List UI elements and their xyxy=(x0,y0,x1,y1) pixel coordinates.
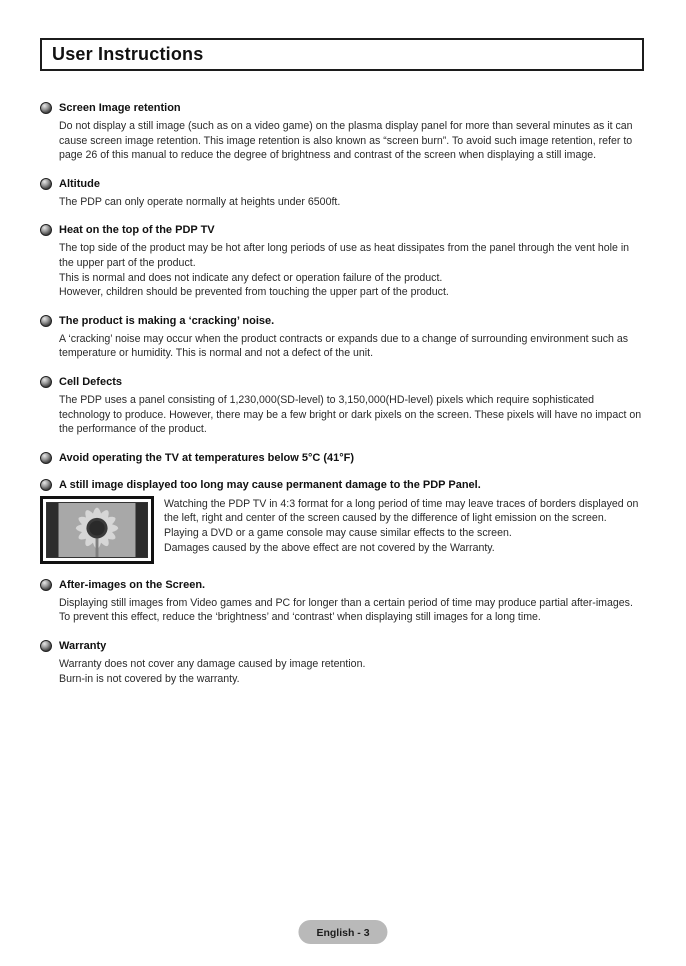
section-body xyxy=(59,393,646,437)
section-body xyxy=(59,119,646,163)
section-paragraph: Warranty does not cover any damage caused by image retention. xyxy=(59,657,366,670)
page-title: User Instructions xyxy=(52,44,204,64)
section-paragraph: The PDP can only operate normally at heights under 6500ft. xyxy=(59,195,341,208)
section-heading: Warranty xyxy=(59,639,107,652)
section-paragraph: Displaying still images from Video games and PC for longer than a certain period of time may produce partial after-images. xyxy=(59,596,633,609)
section-body xyxy=(59,241,646,299)
section-paragraph: Playing a DVD or a game console may cause similar effects to the screen. xyxy=(164,526,512,539)
section-paragraph: To prevent this effect, reduce the ‘brightness’ and ‘contrast’ when displaying still images for a long time. xyxy=(59,611,541,624)
sphere-bullet-icon xyxy=(40,178,52,190)
section-heading: The product is making a ‘cracking’ noise. xyxy=(59,314,275,327)
instructions-list xyxy=(40,102,646,701)
section-paragraph: Damages caused by the above effect are not covered by the Warranty. xyxy=(164,541,495,554)
instruction-section-2 xyxy=(40,224,646,299)
instruction-section-8 xyxy=(40,640,646,686)
section-body xyxy=(59,596,646,625)
instruction-section-7 xyxy=(40,579,646,625)
section-paragraph: A ‘cracking’ noise may occur when the product contracts or expands due to a change of surrounding environment such as temperature or humidity. This is normal and not a defect of the unit. xyxy=(59,332,629,360)
instruction-section-3 xyxy=(40,315,646,361)
section-body xyxy=(59,332,646,361)
sphere-bullet-icon xyxy=(40,579,52,591)
section-paragraph: Burn-in is not covered by the warranty. xyxy=(59,672,240,685)
section-heading: Heat on the top of the PDP TV xyxy=(59,224,215,237)
page-number-badge xyxy=(298,920,387,944)
instruction-section-5 xyxy=(40,452,646,464)
section-body xyxy=(59,195,646,210)
instruction-section-4 xyxy=(40,376,646,437)
sphere-bullet-icon xyxy=(40,224,52,236)
instruction-section-6 xyxy=(40,479,646,564)
page-number-label: English - 3 xyxy=(316,927,370,939)
page-title-box xyxy=(40,38,644,71)
tv-still-image-sunflower xyxy=(40,496,154,564)
instruction-section-0 xyxy=(40,102,646,163)
section-paragraph: The PDP uses a panel consisting of 1,230,000(SD-level) to 3,150,000(HD-level) pixels which require sophisticated technology to produce. However, there may be a few bright or dark pixels on the screen. These pixels will have no impact on the performance of the product. xyxy=(59,393,642,436)
section-heading: After-images on the Screen. xyxy=(59,578,206,591)
section-heading: Cell Defects xyxy=(59,375,122,388)
section-heading: Avoid operating the TV at temperatures below 5°C (41°F) xyxy=(59,451,355,464)
instruction-section-1 xyxy=(40,178,646,210)
section-heading: Altitude xyxy=(59,177,100,190)
image-side-text xyxy=(164,496,646,555)
section-paragraph: The top side of the product may be hot after long periods of use as heat dissipates from the panel through the vent hole in the upper part of the product. xyxy=(59,242,630,269)
section-body xyxy=(59,657,646,686)
sphere-bullet-icon xyxy=(40,315,52,327)
sphere-bullet-icon xyxy=(40,640,52,652)
sphere-bullet-icon xyxy=(40,479,52,491)
sphere-bullet-icon xyxy=(40,102,52,114)
section-paragraph: Do not display a still image (such as on a video game) on the plasma display panel for more than several minutes as it can cause screen image retention. This image retention is also known as “screen burn”. To avoid such image retention, refer to page 26 of this manual to reduce the degree of brightness and contrast of the screen when displaying a still image. xyxy=(59,120,633,162)
image-with-caption-row xyxy=(40,496,646,564)
section-paragraph: This is normal and does not indicate any defect or operation failure of the product. xyxy=(59,271,443,284)
section-heading: Screen Image retention xyxy=(59,102,181,114)
sphere-bullet-icon xyxy=(40,452,52,464)
sphere-bullet-icon xyxy=(40,376,52,388)
sunflower-picture xyxy=(47,503,147,557)
section-paragraph: Watching the PDP TV in 4:3 format for a long period of time may leave traces of borders displayed on the left, right and center of the screen caused by the difference of light emission on the screen. xyxy=(164,497,639,525)
section-heading: A still image displayed too long may cause permanent damage to the PDP Panel. xyxy=(59,478,481,491)
section-paragraph: However, children should be prevented from touching the upper part of the product. xyxy=(59,286,449,299)
